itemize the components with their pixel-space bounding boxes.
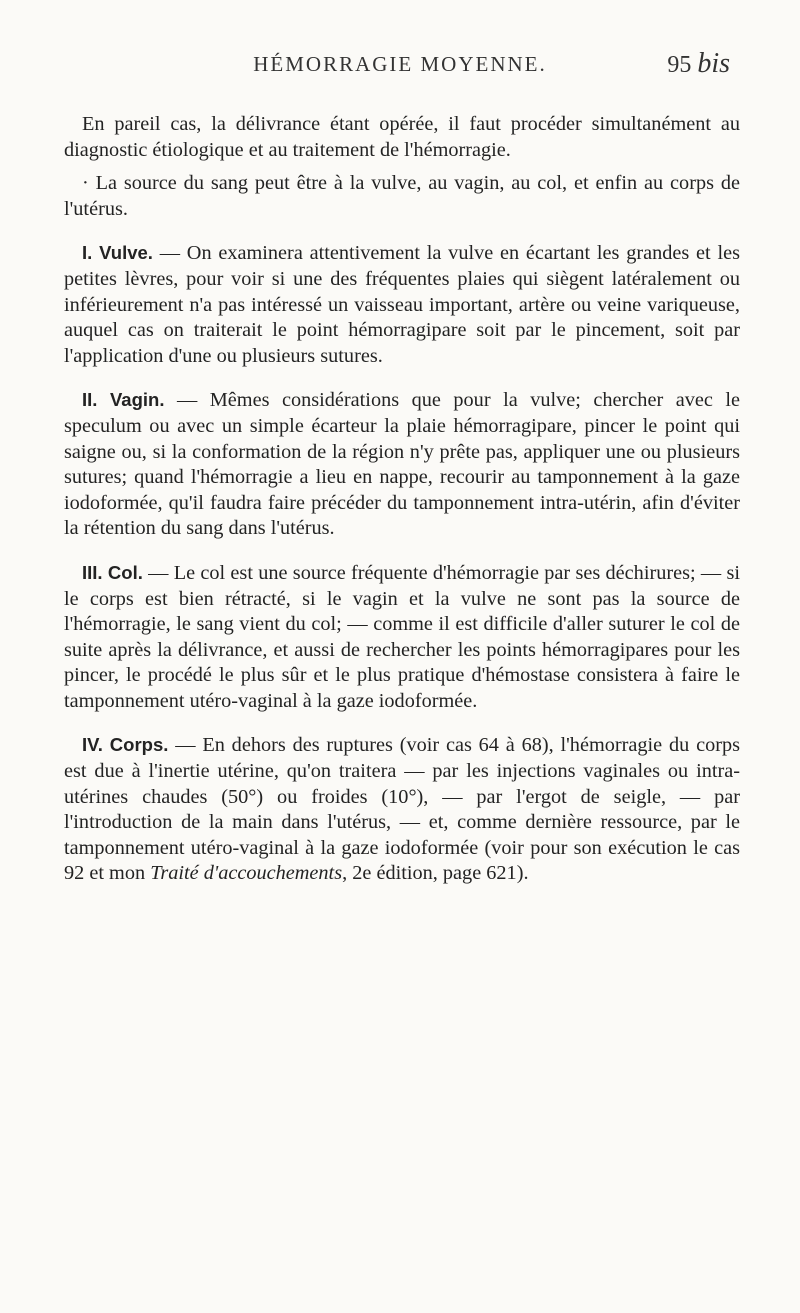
section-heading: I. Vulve.	[82, 242, 153, 264]
page-number	[667, 44, 730, 85]
section-text: — Mêmes considérations que pour la vulve; chercher avec le speculum ou avec un simple écarteur la plaie hémorragipare, pincer le point qui saigne ou, si la conformation de la région n'y prête pas, appliquer une ou plusieurs sutures; quand l'hémorragie a lieu en nappe, recourir au tamponnement à la gaze iodoformée, qu'il faudra faire précéder du tamponnement intra-utérin, afin d'éviter la rétention du sang dans l'utérus.	[64, 389, 740, 540]
intro-paragraph-source: · La source du sang peut être à la vulve, au vagin, au col, et enfin au corps de l'utérus.	[64, 172, 740, 220]
running-header	[70, 44, 730, 84]
section-text: — En dehors des ruptures (voir cas 64 à 68), l'hémorragie du corps est due à l'inertie utérine, qu'on traitera — par les injections vaginales ou intra-utérines chaudes (50°) ou froides (10°), — par l'ergot de seigle, — par l'introduction de la main dans l'utérus, — et, comme dernière ressource, par le tamponnement utéro-vaginal à la gaze iodoformée (voir pour son exécution le cas 92 et mon	[64, 734, 740, 885]
section-text: — On examinera attentivement la vulve en écartant les grandes et les petites lèvres, pour voir si une des fréquentes plaies qui siègent latéralement ou inférieurement n'a pas intéressé un vaisseau important, artère ou veine variqueuse, auquel cas on traiterait le point hémorragipare soit par le pincement, soit par l'application d'une ou plusieurs sutures.	[64, 242, 740, 367]
section-heading: II. Vagin.	[82, 389, 165, 411]
page-number-value: 95	[667, 52, 692, 78]
section-heading: IV. Corps.	[82, 734, 169, 756]
section-vulve	[64, 240, 740, 369]
section-text: — Le col est une source fréquente d'hémorragie par ses déchirures; — si le corps est bien rétracté, si le vagin et la vulve ne sont pas la source de l'hémorragie, le sang vient du col; — comme il est difficile d'aller suturer le col de suite après la délivrance, et aussi de rechercher les points hémorragipares pour les pincer, le procédé le plus sûr et le plus pratique d'hémostase consistera à faire le tamponnement utéro-vaginal à la gaze iodoformée.	[64, 561, 741, 712]
body-text	[64, 112, 740, 905]
section-heading: III. Col.	[82, 561, 143, 583]
section-col	[64, 560, 740, 715]
page-number-suffix: bis	[697, 48, 730, 79]
section-text-end: , 2e édition, page 621).	[342, 862, 529, 885]
section-vagin	[64, 387, 740, 542]
section-corps	[64, 732, 740, 887]
book-title-reference: Traité d'accouchements	[150, 862, 343, 885]
intro-paragraph: En pareil cas, la délivrance étant opérée, il faut procéder simultanément au diagnostic étiologique et au traitement de l'hémorragie.	[64, 113, 740, 161]
running-title: HÉMORRAGIE MOYENNE.	[253, 52, 547, 76]
